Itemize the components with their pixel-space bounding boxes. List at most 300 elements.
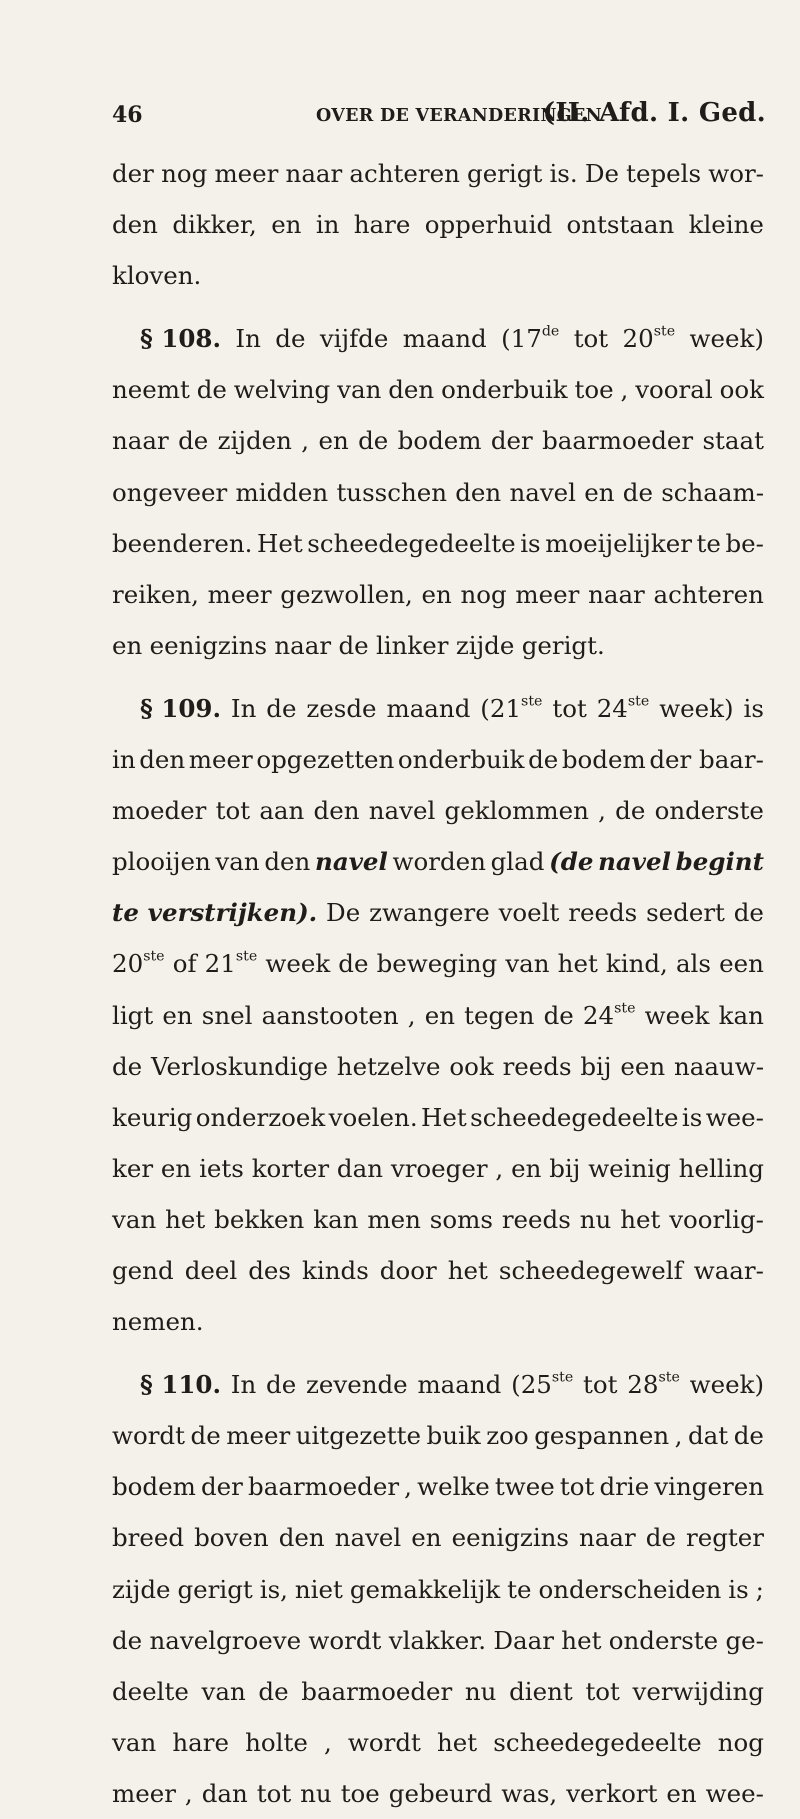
word: aan (259, 796, 305, 826)
word: tot (215, 796, 251, 826)
word: keurig (112, 1102, 193, 1132)
word: het (620, 1204, 661, 1234)
text-line (112, 1410, 764, 1461)
word: meer (112, 1778, 176, 1808)
word: naar (112, 426, 169, 456)
word: waar- (693, 1255, 764, 1285)
word: verkort (566, 1778, 658, 1808)
text-line (112, 734, 764, 785)
text-line (112, 836, 764, 887)
word: achteren (653, 579, 764, 609)
word: naauw- (673, 1051, 764, 1081)
page-header (112, 98, 766, 140)
word: der (490, 426, 533, 456)
word: vingeren (654, 1472, 764, 1502)
word: naar (588, 579, 645, 609)
word: , (407, 1000, 416, 1030)
word: tot (552, 693, 587, 723)
word: de (645, 1523, 676, 1553)
word: gezwollen, (280, 579, 413, 609)
word: 20ste (112, 949, 165, 979)
word: bodem (397, 426, 482, 456)
text-line (112, 1245, 764, 1296)
word: de (338, 949, 369, 979)
section-reference: (II. Afd. I. Ged. (542, 98, 766, 128)
word: nu (300, 1778, 332, 1808)
word: van (215, 847, 260, 877)
ordinal-suffix: ste (143, 949, 165, 966)
ordinal-suffix: ste (614, 1000, 636, 1017)
ordinal-suffix: ste (653, 323, 676, 340)
word: , (301, 426, 310, 456)
word: moeder (112, 796, 207, 826)
word: Het (421, 1102, 467, 1132)
word: naar (579, 1523, 636, 1553)
word: hare (172, 1727, 229, 1757)
word: tepels (626, 159, 702, 188)
word: bodem (561, 745, 646, 775)
word: gebeurd (388, 1778, 493, 1808)
word: In (230, 1370, 257, 1400)
word: hetzelve (336, 1051, 441, 1081)
word: boven (194, 1523, 269, 1553)
text-line (112, 1717, 764, 1768)
word: In (235, 324, 261, 354)
paragraph (112, 148, 764, 301)
word: gend (112, 1255, 174, 1285)
word: dan (201, 1778, 248, 1808)
word: tot (583, 1370, 618, 1400)
word: kan (313, 1204, 359, 1234)
word: scheedegedeelte (493, 1727, 702, 1757)
word: tusschen (336, 477, 448, 507)
word: dient (509, 1676, 573, 1706)
word: moeijelijker (545, 528, 692, 558)
word: bodem (112, 1472, 196, 1502)
word: de (196, 375, 227, 405)
text-line (112, 313, 764, 364)
word: naar (285, 159, 343, 188)
word: week) (689, 1370, 764, 1400)
word: navel (334, 1523, 402, 1553)
word: wor- (708, 159, 764, 188)
word: 24ste (596, 693, 650, 723)
word: 20ste (622, 323, 676, 354)
word: gerigt. (521, 630, 605, 660)
word: de (190, 1421, 221, 1451)
word: glad (490, 847, 545, 877)
text-line (112, 148, 764, 199)
word: ook (719, 375, 764, 405)
word: plooijen (112, 847, 211, 877)
word: den (455, 477, 502, 507)
word: de (615, 796, 646, 826)
word: het (447, 1255, 488, 1285)
word: en (424, 1000, 455, 1030)
word: 21ste (204, 949, 258, 979)
word: soms (429, 1204, 493, 1234)
word: staat (702, 426, 764, 456)
word: iets (199, 1153, 244, 1183)
word: scheedegedeelte (307, 528, 516, 558)
ordinal-suffix: ste (521, 693, 543, 710)
word: voorlig- (669, 1204, 764, 1234)
word: van (201, 1676, 246, 1706)
word: kinds (302, 1255, 369, 1285)
word: welke (417, 1472, 490, 1502)
word: maand (386, 693, 471, 723)
word: de (266, 1370, 297, 1400)
text-line (112, 569, 764, 620)
word: meer (207, 579, 272, 609)
word: maand (417, 1370, 502, 1400)
word: 24ste (582, 1000, 636, 1030)
text-line (112, 364, 764, 415)
word: onderbuik (397, 745, 525, 775)
word: gemakkelijk (349, 1574, 501, 1604)
word: en (584, 477, 615, 507)
word: onderbuik (441, 375, 568, 405)
word: dan (336, 1153, 383, 1183)
word: navel (315, 847, 388, 877)
word: (25ste (511, 1369, 574, 1400)
word: vroeger (390, 1153, 488, 1183)
word: wee- (705, 1778, 764, 1808)
word: verstrijken). (147, 898, 318, 928)
word: niet (294, 1574, 343, 1604)
text-line (112, 1092, 764, 1143)
word: baarmoeder (248, 1472, 400, 1502)
word: § 109. (140, 693, 222, 723)
word: des (248, 1255, 292, 1285)
word: den (264, 847, 311, 877)
word: de (528, 745, 559, 775)
word: en (411, 1523, 442, 1553)
text-line (112, 990, 764, 1041)
word: de (275, 324, 306, 354)
word: deel (184, 1255, 238, 1285)
paragraph (112, 1359, 764, 1819)
word: de (112, 1625, 143, 1655)
word: , (184, 1778, 193, 1808)
word: der baar- (649, 745, 764, 775)
word: § 110. (140, 1370, 222, 1400)
paragraph (112, 683, 764, 1347)
word: toe (574, 375, 614, 405)
page-number: 46 (112, 102, 143, 128)
word: beweging (376, 949, 498, 979)
word: vooral (635, 375, 713, 405)
word: den (139, 745, 186, 775)
word: aanstooten (261, 1000, 399, 1030)
ordinal-suffix: ste (627, 693, 650, 710)
word: breed (112, 1523, 185, 1553)
word: linker (375, 630, 449, 660)
word: de (112, 1051, 143, 1081)
word: 28ste (627, 1369, 680, 1400)
word: holte (245, 1727, 308, 1757)
word: helling (678, 1153, 764, 1183)
word: drie (599, 1472, 650, 1502)
word: ongeveer (112, 477, 228, 507)
word: gerigt (177, 1574, 253, 1604)
word: vijfde (319, 324, 389, 354)
word: De (326, 898, 361, 928)
word: Verloskundige (151, 1051, 328, 1081)
word: (17de (501, 323, 560, 354)
word: , (495, 1153, 504, 1183)
word: beenderen. (112, 528, 253, 558)
word: nu (579, 1204, 612, 1234)
word: was, (501, 1778, 558, 1808)
word: schaam- (661, 477, 764, 507)
text-line (112, 1296, 764, 1347)
running-title: OVER DE VERANDERINGEN (316, 106, 602, 126)
word: reiken, (112, 579, 199, 609)
word: dikker, (172, 210, 257, 240)
text-line (112, 199, 764, 250)
word: onderzoek (195, 1102, 326, 1132)
paragraph (112, 313, 764, 671)
word: , (620, 375, 629, 405)
word: der (112, 159, 154, 188)
text-line (112, 1143, 764, 1194)
word: Het (257, 528, 303, 558)
word: den (388, 375, 435, 405)
word: en (162, 1000, 193, 1030)
word: (21ste (480, 693, 543, 723)
word: het (437, 1727, 478, 1757)
word: neemt (112, 375, 190, 405)
text-line (112, 1768, 764, 1819)
word: van (505, 949, 550, 979)
word: de (733, 1421, 764, 1451)
word: , (598, 796, 606, 826)
word: week) (689, 324, 764, 354)
word: en (112, 630, 143, 660)
word: baarmoeder (542, 426, 694, 456)
text-line (112, 1194, 764, 1245)
word: de (258, 1676, 289, 1706)
word: navel (598, 847, 671, 877)
word: voelt (498, 898, 560, 928)
word: ge- (725, 1625, 764, 1655)
word: der (201, 1472, 243, 1502)
word: van (112, 1204, 157, 1234)
word: Daar (493, 1625, 554, 1655)
word: scheedegewelf (498, 1255, 683, 1285)
word: ontstaan (566, 210, 675, 240)
word: is (520, 528, 541, 558)
word: tot (256, 1778, 292, 1808)
word: buik (426, 1421, 481, 1451)
word: als (675, 949, 711, 979)
word: men (367, 1204, 421, 1234)
word: ook (449, 1051, 494, 1081)
word: den (112, 210, 158, 240)
word: navel (368, 796, 436, 826)
word: ligt (112, 1000, 154, 1030)
text-line (112, 415, 764, 466)
word: ker (112, 1153, 154, 1183)
word: bij (549, 1153, 581, 1183)
word: zesde (306, 693, 377, 723)
word: te (507, 1574, 532, 1604)
ordinal-suffix: ste (551, 1369, 574, 1386)
word: gespannen (534, 1421, 670, 1451)
word: is, (259, 1574, 288, 1604)
word: kloven. (112, 261, 202, 291)
word: reeds (568, 898, 638, 928)
word: meer (515, 579, 580, 609)
word: het (561, 1625, 602, 1655)
word: de (266, 693, 297, 723)
word: eenigzins (451, 1523, 570, 1553)
word: en (666, 1778, 697, 1808)
word: is (728, 1574, 749, 1604)
word: van (112, 1727, 157, 1757)
ordinal-suffix: ste (658, 1369, 680, 1386)
word: en (421, 579, 452, 609)
word: hare (353, 210, 411, 240)
text-line (112, 785, 764, 836)
word: eenigzins (149, 630, 268, 660)
text-line (112, 518, 764, 569)
text-line (112, 938, 764, 989)
word: sedert (646, 898, 725, 928)
word: door (379, 1255, 437, 1285)
word: en (160, 1153, 192, 1183)
word: wee- (705, 1102, 764, 1132)
word: nog (460, 579, 507, 609)
word: te (696, 528, 721, 558)
word: nemen. (112, 1307, 204, 1337)
word: zijde (455, 630, 515, 660)
word: den (278, 1523, 325, 1553)
word: nog (161, 159, 208, 188)
word: de (338, 630, 369, 660)
word: weinig (588, 1153, 671, 1183)
word: toe (340, 1778, 380, 1808)
word: verwijding (632, 1676, 764, 1706)
word: In (230, 693, 257, 723)
word: uitgezette (295, 1421, 421, 1451)
word: reeds (502, 1051, 572, 1081)
text-line (112, 467, 764, 518)
word: voelen. (328, 1102, 418, 1132)
word: zoo (486, 1421, 529, 1451)
word: tot (585, 1676, 620, 1706)
word: zijde (112, 1574, 171, 1604)
paragraph-gap (112, 1347, 764, 1359)
text-line (112, 250, 764, 301)
word: regter (686, 1523, 764, 1553)
body-text (112, 148, 764, 1819)
word: en (511, 1153, 542, 1183)
word: meer (188, 745, 253, 775)
word: week (265, 949, 331, 979)
word: zevende (305, 1370, 408, 1400)
word: naar (274, 630, 332, 660)
word: zwangere (369, 898, 490, 928)
word: is. (549, 159, 578, 188)
text-line (112, 620, 764, 671)
word: , (323, 1727, 332, 1757)
word: tegen (464, 1000, 535, 1030)
text-line (112, 1461, 764, 1512)
word: een (620, 1051, 666, 1081)
word: meer (214, 159, 279, 188)
word: tot (573, 324, 609, 354)
word: meer (226, 1421, 291, 1451)
word: De (584, 159, 619, 188)
word: korter (251, 1153, 330, 1183)
word: vlakker. (388, 1625, 487, 1655)
word: dat (688, 1421, 729, 1451)
word: week (644, 1000, 710, 1030)
word: begint (675, 847, 764, 877)
word: te (112, 898, 139, 928)
word: geklommen (444, 796, 589, 826)
word: , (674, 1421, 683, 1451)
word: be- (725, 528, 764, 558)
word: opgezetten (256, 745, 395, 775)
word: de (178, 426, 209, 456)
word: wordt (308, 1625, 382, 1655)
word: de (358, 426, 389, 456)
word: navel (509, 477, 577, 507)
word: is (743, 693, 764, 723)
word: kind, (605, 949, 668, 979)
word: (de (549, 847, 594, 877)
word: in (315, 210, 340, 240)
word: kan (718, 1000, 764, 1030)
word: en (271, 210, 302, 240)
text-line (112, 887, 764, 938)
word: is (681, 1102, 703, 1132)
paragraph-gap (112, 671, 764, 683)
text-line (112, 1359, 764, 1410)
word: wordt (112, 1421, 185, 1451)
word: baarmoeder (301, 1676, 453, 1706)
word: het (557, 949, 598, 979)
word: of (172, 949, 197, 979)
word: achteren (349, 159, 460, 188)
text-line (112, 1615, 764, 1666)
word: maand (402, 324, 487, 354)
word: van (337, 375, 382, 405)
word: reeds (501, 1204, 571, 1234)
word: de (543, 1000, 574, 1030)
word: onderscheiden (538, 1574, 722, 1604)
word: den (313, 796, 360, 826)
word: nog (717, 1727, 764, 1757)
word: opperhuid (424, 210, 553, 240)
word: een (719, 949, 764, 979)
word: tot (559, 1472, 595, 1502)
word: welving (233, 375, 331, 405)
word: in (112, 745, 136, 775)
word: bekken (214, 1204, 305, 1234)
word: onderste (654, 796, 764, 826)
word: scheedegedeelte (470, 1102, 679, 1132)
word: deelte (112, 1676, 189, 1706)
word: § 108. (140, 324, 222, 354)
word: en (318, 426, 349, 456)
text-line (112, 1041, 764, 1092)
ordinal-suffix: de (541, 323, 560, 340)
word: , (404, 1472, 412, 1502)
